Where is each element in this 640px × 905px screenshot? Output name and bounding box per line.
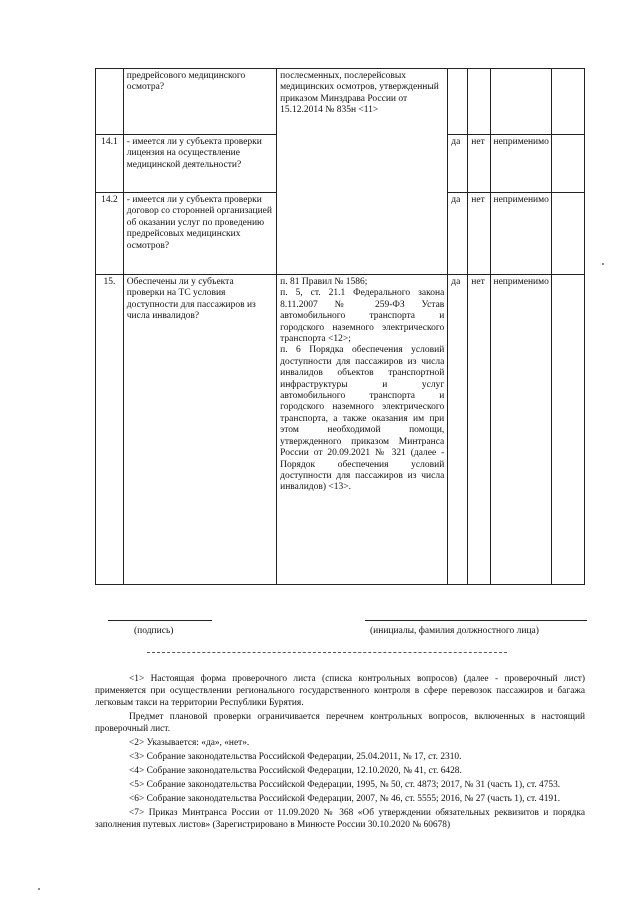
checklist-table <box>95 68 585 585</box>
name-label: (инициалы, фамилия должностного лица) <box>370 626 539 636</box>
separator-line <box>147 652 507 653</box>
answer-not-applicable: неприменимо <box>490 275 551 585</box>
signature-label: (подпись) <box>134 626 174 636</box>
scan-speck <box>38 888 40 890</box>
footnote: <1> Настоящая форма проверочного листа (списка контрольных вопросов) (далее - проверочный лист) применяется при осуществлении регионального государственного контроля в сфере перевозок пассажиров и багажа легковым такси на территории Республики Бурятия. <box>95 674 585 708</box>
reference-line: п. 81 Правил № 1586; <box>280 277 368 287</box>
reference-line: п. 6 Порядка обеспечения условий доступности для пассажиров из числа инвалидов объектов транспортной инфраструктуры и услуг автомобильного транспорта и городского наземного электрического транспорта, а также оказания им при этом необходимой помощи, утвержденного приказом Минтранса России от 20.09.2021 № 321 (далее - Порядок обеспечения условий доступности для пассажиров из числа инвалидов) <13>. <box>280 345 445 493</box>
footnotes <box>95 673 585 833</box>
signature-line <box>108 620 212 621</box>
table-row <box>96 69 585 135</box>
table-row <box>96 275 585 585</box>
reference-line: п. 5, ст. 21.1 Федерального закона 8.11.2007 № 259-ФЗ Устав автомобильного транспорта и городского наземного электрического транспорта <12>; <box>280 288 445 345</box>
reference-cell <box>277 69 448 275</box>
question-cell: Обеспечены ли у субъекта проверки на ТС условия доступности для пассажиров из числа инвалидов? <box>123 275 276 585</box>
question-cell: - имеется ли у субъекта проверки договор со сторонней организацией об оказании услуг по проведению предрейсовых медицинских осмотров? <box>123 193 276 275</box>
empty-cell <box>551 69 584 135</box>
reference-text: послесменных, послерейсовых медицинских осмотров, утвержденный приказом Минздрава России от 15.12.2014 № 835н <11> <box>280 71 439 116</box>
row-number <box>96 69 124 135</box>
answer-no: нет <box>468 275 490 585</box>
answer-no <box>468 69 490 135</box>
footnote: <3> Собрание законодательства Российской Федерации, 25.04.2011, № 17, ст. 2310. <box>129 752 462 762</box>
row-number: 14.1 <box>96 135 124 193</box>
footnote: <5> Собрание законодательства Российской Федерации, 1995, № 50, ст. 4873; 2017, № 31 (часть 1), ст. 4753. <box>129 780 561 790</box>
question-cell: предрейсового медицинского осмотра? <box>123 69 276 135</box>
footnote: <2> Указывается: «да», «нет». <box>129 738 250 748</box>
footnote: <6> Собрание законодательства Российской Федерации, 2007, № 46, ст. 5555; 2016, № 27 (часть 1), ст. 4191. <box>129 794 561 804</box>
reference-cell <box>277 275 448 585</box>
answer-no: нет <box>468 193 490 275</box>
answer-not-applicable: неприменимо <box>490 135 551 193</box>
answer-not-applicable <box>490 69 551 135</box>
empty-cell <box>551 275 584 585</box>
footnote: <7> Приказ Минтранса России от 11.09.2020 № 368 «Об утверждении обязательных реквизитов и порядка заполнения путевых листов» (Зарегистрировано в Минюсте России 30.10.2020 № 60678) <box>95 808 585 830</box>
answer-not-applicable: неприменимо <box>490 193 551 275</box>
footnote: <4> Собрание законодательства Российской Федерации, 12.10.2020, № 41, ст. 6428. <box>129 766 462 776</box>
answer-yes: да <box>448 275 468 585</box>
row-number: 15. <box>96 275 124 585</box>
scan-speck <box>602 263 604 265</box>
name-line <box>365 620 587 621</box>
answer-no: нет <box>468 135 490 193</box>
question-cell: - имеется ли у субъекта проверки лицензия на осуществление медицинской деятельности? <box>123 135 276 193</box>
empty-cell <box>551 135 584 193</box>
answer-yes: да <box>448 135 468 193</box>
row-number: 14.2 <box>96 193 124 275</box>
answer-yes: да <box>448 193 468 275</box>
empty-cell <box>551 193 584 275</box>
answer-yes <box>448 69 468 135</box>
footnote: Предмет плановой проверки ограничивается перечнем контрольных вопросов, включенных в настоящий проверочный лист. <box>95 712 585 734</box>
